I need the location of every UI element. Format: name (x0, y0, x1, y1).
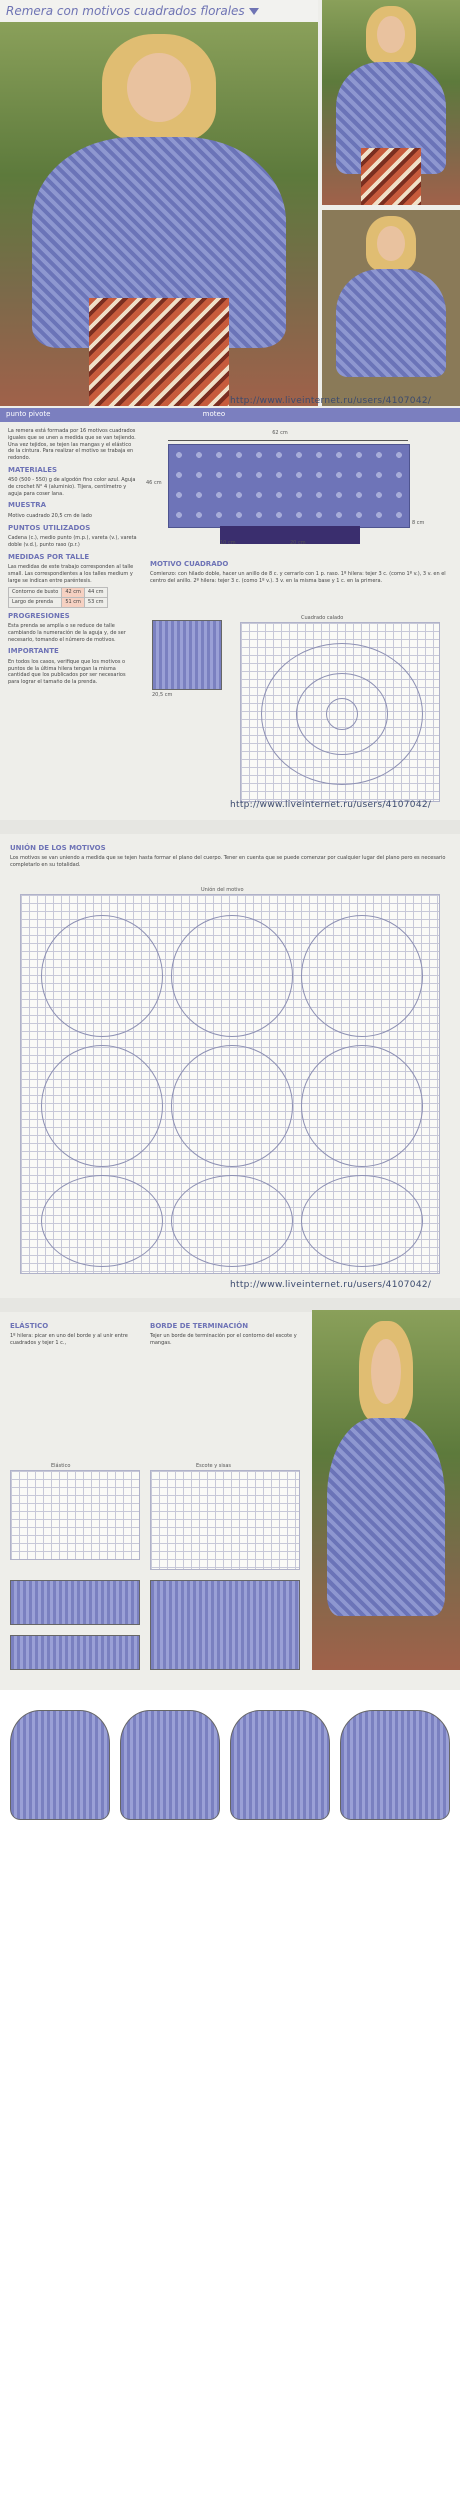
side-photo-1 (322, 0, 460, 205)
motif-instructions: MOTIVO CUADRADO Comienzo: con hilado doble, hacer un anillo de 8 c. y cerrarlo con 1 p. raso. 1º hilera: tejer 3 c. (como 1º v.), 3 v. en el centro del anillo. 2º hilera: tejer 3 c. (como 1º v.). 3 v. en la misma base y 1 c. en la primera. (150, 560, 446, 585)
watermark-url-3: http://www.liveinternet.ru/users/4107042/ (230, 1280, 432, 1290)
side-photo-2 (322, 210, 460, 406)
border-text: BORDE DE TERMINACIÓN Tejer un borde de terminación por el contorno del escote y mangas. (150, 1322, 297, 1347)
elastic-text: ELÁSTICO 1º hilera: picar en uno del borde y al unir entre cuadrados y tejer 1 c., (10, 1322, 128, 1347)
triangle-icon (249, 8, 259, 15)
garment-schematic: 62 cm 46 cm 10 cm 20 cm 8 cm (146, 430, 425, 546)
section-band-2 (0, 820, 460, 834)
main-photo (0, 22, 318, 406)
motif-photo (152, 620, 222, 690)
watermark-url-2: http://www.liveinternet.ru/users/4107042/ (230, 800, 432, 810)
elastic-photo-2 (10, 1635, 140, 1670)
sweater-detail (340, 1710, 450, 1820)
product-shots (0, 1690, 460, 2511)
border-chart: Escote y sisas (150, 1470, 300, 1570)
motif-chart: Cuadrado calado (240, 622, 440, 802)
union-text: UNIÓN DE LOS MOTIVOS Los motivos se van uniendo a medida que se tejen hasta formar el plano del cuerpo. Tener en cuenta que se puede comenzar por cualquier lugar del plano pero es necesario completarlo en su totalidad. (10, 844, 446, 869)
watermark-url: http://www.liveinternet.ru/users/4107042/ (230, 396, 432, 406)
border-photo (150, 1580, 300, 1670)
sweater-back (120, 1710, 220, 1820)
sizes-table: Contorno de busto 42 cm 44 cm Largo de prenda 51 cm 53 cm (8, 587, 108, 608)
elastic-chart: Elástico (10, 1470, 140, 1560)
union-chart: Unión del motivo (20, 894, 440, 1274)
section-band-1: punto pivote moteo (0, 408, 460, 422)
sweater-side (230, 1710, 330, 1820)
page-title: Remera con motivos cuadrados florales (0, 0, 318, 22)
instructions-column: La remera está formada por 16 motivos cuadrados iguales que se unen a medida que se van tejiendo. Una vez tejidos, se tejen las mangas y el elástico de la cintura. Para realizar el motivo se trabaja en redondo. MATERIALES 450 (500 - 550) g de algodón fino color azul. Aguja de crochet N° 4 (aluminio). Tijera, centímetro y aguja para coser lana. MUESTRA Motivo cuadrado 20,5 cm de lado PUNTOS UTILIZADOS Cadena (c.), medio punto (m.p.), vareta (v.), vareta doble (v.d.), punto raso (p.r.) MEDIDAS POR TALLE Las medidas de este trabajo corresponden al talle small. Las correspondientes a los talles medium y large se indican entre paréntesis. Contorno de busto 42 cm 44 cm Largo de prenda 51 cm 53 cm PROGRESIONES Esta prenda se amplía o se reduce de talle cambiando la numeración de la aguja y, de ser necesario, tomando el número de motivos. IMPORTANTE En todos los casos, verifique que los motivos o puntos de la última hilera tengan la misma cantidad que los publicados por ser necesarios para lograr el tamaño de la prenda. (8, 428, 137, 686)
elastic-photo (10, 1580, 140, 1625)
sweater-front (10, 1710, 110, 1820)
model-photo-3 (312, 1310, 460, 1670)
